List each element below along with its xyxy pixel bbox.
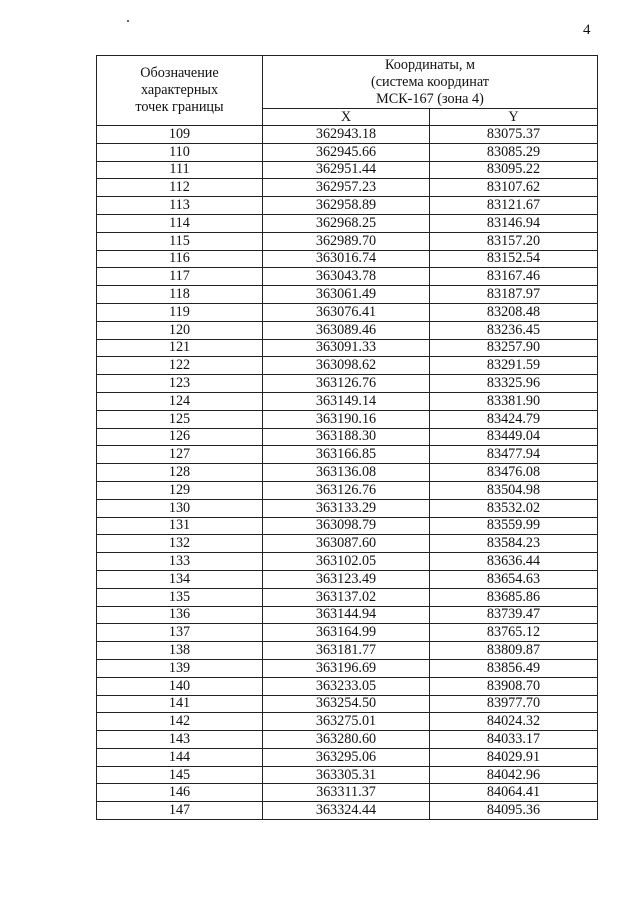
point-number-cell: 142 xyxy=(97,713,263,731)
y-coordinate-cell: 83146.94 xyxy=(430,214,598,232)
y-coordinate-cell: 83075.37 xyxy=(430,126,598,144)
x-coordinate-cell: 363196.69 xyxy=(263,659,430,677)
point-number-cell: 112 xyxy=(97,179,263,197)
x-coordinate-cell: 362951.44 xyxy=(263,161,430,179)
y-coordinate-cell: 83856.49 xyxy=(430,659,598,677)
point-number-cell: 145 xyxy=(97,766,263,784)
point-number-cell: 140 xyxy=(97,677,263,695)
y-coordinate-cell: 83095.22 xyxy=(430,161,598,179)
y-coordinate-cell: 83167.46 xyxy=(430,268,598,286)
table-row xyxy=(97,357,598,375)
table-row xyxy=(97,303,598,321)
table-row xyxy=(97,232,598,250)
x-column-header: X xyxy=(263,109,430,126)
point-number-cell: 144 xyxy=(97,748,263,766)
x-coordinate-cell: 363280.60 xyxy=(263,731,430,749)
table-row xyxy=(97,375,598,393)
y-coordinate-cell: 83107.62 xyxy=(430,179,598,197)
point-number-cell: 118 xyxy=(97,286,263,304)
x-coordinate-cell: 363087.60 xyxy=(263,535,430,553)
x-coordinate-cell: 362943.18 xyxy=(263,126,430,144)
x-coordinate-cell: 362957.23 xyxy=(263,179,430,197)
table-row xyxy=(97,588,598,606)
designation-header-line: Обозначение xyxy=(140,65,219,81)
coordinates-table xyxy=(96,55,598,820)
table-row xyxy=(97,268,598,286)
coordinates-header xyxy=(263,56,598,109)
table-header xyxy=(97,56,598,126)
y-coordinate-cell: 83584.23 xyxy=(430,535,598,553)
x-coordinate-cell: 363091.33 xyxy=(263,339,430,357)
table-row xyxy=(97,339,598,357)
y-coordinate-cell: 83977.70 xyxy=(430,695,598,713)
table-row xyxy=(97,464,598,482)
point-number-cell: 125 xyxy=(97,410,263,428)
y-coordinate-cell: 83325.96 xyxy=(430,375,598,393)
point-number-cell: 136 xyxy=(97,606,263,624)
point-number-cell: 128 xyxy=(97,464,263,482)
table-row xyxy=(97,321,598,339)
y-coordinate-cell: 83504.98 xyxy=(430,481,598,499)
table-row xyxy=(97,392,598,410)
y-coordinate-cell: 83477.94 xyxy=(430,446,598,464)
table-row xyxy=(97,642,598,660)
x-coordinate-cell: 363102.05 xyxy=(263,553,430,571)
table-row xyxy=(97,161,598,179)
coordinates-header-line: Координаты, м xyxy=(385,56,475,73)
x-coordinate-cell: 362958.89 xyxy=(263,197,430,215)
point-number-cell: 139 xyxy=(97,659,263,677)
point-number-cell: 123 xyxy=(97,375,263,393)
table-row xyxy=(97,766,598,784)
point-number-cell: 133 xyxy=(97,553,263,571)
x-coordinate-cell: 363136.08 xyxy=(263,464,430,482)
x-coordinate-cell: 363076.41 xyxy=(263,303,430,321)
point-number-cell: 135 xyxy=(97,588,263,606)
point-number-cell: 120 xyxy=(97,321,263,339)
table-row xyxy=(97,713,598,731)
x-coordinate-cell: 363123.49 xyxy=(263,570,430,588)
y-coordinate-cell: 83424.79 xyxy=(430,410,598,428)
table-row xyxy=(97,802,598,820)
table-row xyxy=(97,428,598,446)
point-number-cell: 126 xyxy=(97,428,263,446)
y-coordinate-cell: 83654.63 xyxy=(430,570,598,588)
x-coordinate-cell: 363190.16 xyxy=(263,410,430,428)
table-row xyxy=(97,570,598,588)
y-coordinate-cell: 83809.87 xyxy=(430,642,598,660)
table-row xyxy=(97,606,598,624)
point-number-cell: 132 xyxy=(97,535,263,553)
y-coordinate-cell: 83685.86 xyxy=(430,588,598,606)
x-coordinate-cell: 363181.77 xyxy=(263,642,430,660)
table-row xyxy=(97,250,598,268)
table-row xyxy=(97,748,598,766)
table-row xyxy=(97,659,598,677)
designation-header-line: характерных xyxy=(140,82,219,98)
y-coordinate-cell: 84042.96 xyxy=(430,766,598,784)
designation-header xyxy=(97,56,263,126)
x-coordinate-cell: 362945.66 xyxy=(263,143,430,161)
table-row xyxy=(97,731,598,749)
point-number-cell: 146 xyxy=(97,784,263,802)
point-number-cell: 147 xyxy=(97,802,263,820)
point-number-cell: 113 xyxy=(97,197,263,215)
point-number-cell: 115 xyxy=(97,232,263,250)
x-coordinate-cell: 363254.50 xyxy=(263,695,430,713)
x-coordinate-cell: 363133.29 xyxy=(263,499,430,517)
y-coordinate-cell: 83187.97 xyxy=(430,286,598,304)
table-row xyxy=(97,553,598,571)
point-number-cell: 111 xyxy=(97,161,263,179)
y-coordinate-cell: 83157.20 xyxy=(430,232,598,250)
coordinates-header-line: МСК-167 (зона 4) xyxy=(376,90,484,107)
point-number-cell: 109 xyxy=(97,126,263,144)
y-coordinate-cell: 83152.54 xyxy=(430,250,598,268)
point-number-cell: 143 xyxy=(97,731,263,749)
table-row xyxy=(97,695,598,713)
point-number-cell: 127 xyxy=(97,446,263,464)
x-coordinate-cell: 363098.62 xyxy=(263,357,430,375)
x-coordinate-cell: 363233.05 xyxy=(263,677,430,695)
y-coordinate-cell: 83908.70 xyxy=(430,677,598,695)
x-coordinate-cell: 363098.79 xyxy=(263,517,430,535)
table-row xyxy=(97,286,598,304)
designation-header-line: точек границы xyxy=(135,99,224,115)
x-coordinate-cell: 363275.01 xyxy=(263,713,430,731)
point-number-cell: 124 xyxy=(97,392,263,410)
y-coordinate-cell: 84064.41 xyxy=(430,784,598,802)
x-coordinate-cell: 363164.99 xyxy=(263,624,430,642)
point-number-cell: 129 xyxy=(97,481,263,499)
x-coordinate-cell: 363144.94 xyxy=(263,606,430,624)
x-coordinate-cell: 363166.85 xyxy=(263,446,430,464)
table-row xyxy=(97,624,598,642)
table-row xyxy=(97,214,598,232)
point-number-cell: 141 xyxy=(97,695,263,713)
page-number: 4 xyxy=(583,22,591,38)
x-coordinate-cell: 362989.70 xyxy=(263,232,430,250)
y-coordinate-cell: 84033.17 xyxy=(430,731,598,749)
point-number-cell: 114 xyxy=(97,214,263,232)
point-number-cell: 122 xyxy=(97,357,263,375)
table-row xyxy=(97,784,598,802)
y-coordinate-cell: 83476.08 xyxy=(430,464,598,482)
y-coordinate-cell: 83085.29 xyxy=(430,143,598,161)
y-coordinate-cell: 83636.44 xyxy=(430,553,598,571)
x-coordinate-cell: 363149.14 xyxy=(263,392,430,410)
y-coordinate-cell: 83291.59 xyxy=(430,357,598,375)
x-coordinate-cell: 363295.06 xyxy=(263,748,430,766)
point-number-cell: 134 xyxy=(97,570,263,588)
x-coordinate-cell: 363137.02 xyxy=(263,588,430,606)
coordinates-header-line: (система координат xyxy=(371,73,489,90)
y-coordinate-cell: 83532.02 xyxy=(430,499,598,517)
x-coordinate-cell: 363311.37 xyxy=(263,784,430,802)
table-row xyxy=(97,481,598,499)
y-coordinate-cell: 84024.32 xyxy=(430,713,598,731)
table-row xyxy=(97,446,598,464)
x-coordinate-cell: 363126.76 xyxy=(263,481,430,499)
y-coordinate-cell: 83208.48 xyxy=(430,303,598,321)
point-number-cell: 119 xyxy=(97,303,263,321)
y-column-header: Y xyxy=(430,109,598,126)
point-number-cell: 116 xyxy=(97,250,263,268)
table-body xyxy=(97,126,598,820)
x-coordinate-cell: 362968.25 xyxy=(263,214,430,232)
y-coordinate-cell: 84095.36 xyxy=(430,802,598,820)
table-row xyxy=(97,677,598,695)
point-number-cell: 137 xyxy=(97,624,263,642)
scan-speck xyxy=(127,20,129,22)
table-row xyxy=(97,499,598,517)
table-row xyxy=(97,535,598,553)
point-number-cell: 130 xyxy=(97,499,263,517)
table-row xyxy=(97,517,598,535)
x-coordinate-cell: 363324.44 xyxy=(263,802,430,820)
x-coordinate-cell: 363305.31 xyxy=(263,766,430,784)
y-coordinate-cell: 83236.45 xyxy=(430,321,598,339)
table-row xyxy=(97,410,598,428)
table-row xyxy=(97,143,598,161)
table-row xyxy=(97,179,598,197)
point-number-cell: 131 xyxy=(97,517,263,535)
y-coordinate-cell: 83381.90 xyxy=(430,392,598,410)
point-number-cell: 117 xyxy=(97,268,263,286)
y-coordinate-cell: 84029.91 xyxy=(430,748,598,766)
y-coordinate-cell: 83121.67 xyxy=(430,197,598,215)
point-number-cell: 138 xyxy=(97,642,263,660)
y-coordinate-cell: 83257.90 xyxy=(430,339,598,357)
y-coordinate-cell: 83559.99 xyxy=(430,517,598,535)
y-coordinate-cell: 83765.12 xyxy=(430,624,598,642)
point-number-cell: 121 xyxy=(97,339,263,357)
x-coordinate-cell: 363061.49 xyxy=(263,286,430,304)
x-coordinate-cell: 363188.30 xyxy=(263,428,430,446)
table-row xyxy=(97,197,598,215)
x-coordinate-cell: 363016.74 xyxy=(263,250,430,268)
point-number-cell: 110 xyxy=(97,143,263,161)
y-coordinate-cell: 83739.47 xyxy=(430,606,598,624)
x-coordinate-cell: 363043.78 xyxy=(263,268,430,286)
table-row xyxy=(97,126,598,144)
y-coordinate-cell: 83449.04 xyxy=(430,428,598,446)
x-coordinate-cell: 363089.46 xyxy=(263,321,430,339)
x-coordinate-cell: 363126.76 xyxy=(263,375,430,393)
